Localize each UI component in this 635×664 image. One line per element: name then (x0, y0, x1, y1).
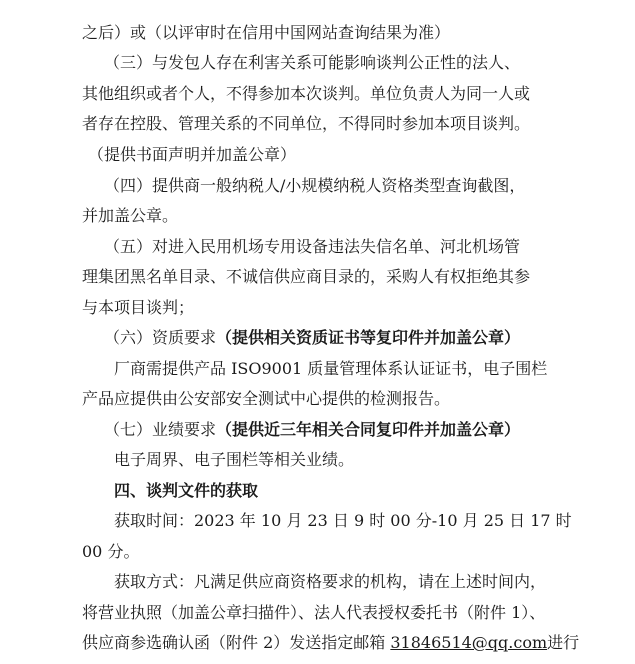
text-line (104, 419, 520, 441)
text-line: （提供书面声明并加盖公章） (88, 145, 297, 164)
text-line: 并加盖公章。 (82, 206, 179, 225)
bold-note: （提供近三年相关合同复印件并加盖公章） (216, 420, 521, 439)
text-span: 供应商参选确认函（附件 2）发送指定邮箱 (82, 633, 391, 652)
text-line: 00 分。 (82, 542, 140, 561)
section-label: （六）资质要求 (104, 328, 217, 347)
text-line: 者存在控股、管理关系的不同单位，不得同时参加本项目谈判。 (82, 114, 531, 133)
text-line: （四）提供商一般纳税人/小规模纳税人资格类型查询截图， (104, 176, 526, 195)
text-line: （五）对进入民用机场专用设备违法失信名单、河北机场管 (104, 237, 521, 256)
text-line: 将营业执照（加盖公章扫描件）、法人代表授权委托书（附件 1）、 (82, 603, 546, 622)
text-line: 与本项目谈判； (82, 298, 195, 317)
text-span: 进行 (547, 633, 580, 652)
section-label: （七）业绩要求 (104, 420, 217, 439)
text-line: 电子周界、电子围栏等相关业绩。 (114, 450, 355, 469)
bold-note: （提供相关资质证书等复印件并加盖公章） (216, 328, 521, 347)
text-line: 其他组织或者个人，不得参加本次谈判。单位负责人为同一人或 (82, 84, 531, 103)
text-line: 获取方式：凡满足供应商资格要求的机构，请在上述时间内， (114, 572, 547, 591)
text-line: 之后）或（以评审时在信用中国网站查询结果为准） (82, 23, 451, 42)
section-heading: 四、谈判文件的获取 (114, 481, 259, 500)
email-link[interactable]: 31846514@qq.com (390, 633, 548, 652)
text-line: （三）与发包人存在利害关系可能影响谈判公正性的法人、 (104, 53, 521, 72)
text-line (104, 327, 520, 349)
text-line: 产品应提供由公安部安全测试中心提供的检测报告。 (82, 389, 451, 408)
text-line (82, 632, 579, 654)
text-line: 获取时间：2023 年 10 月 23 日 9 时 00 分-10 月 25 日 17 时 (114, 511, 572, 530)
text-line: 厂商需提供产品 ISO9001 质量管理体系认证证书，电子围栏 (114, 359, 548, 378)
text-line: 理集团黑名单目录、不诚信供应商目录的，采购人有权拒绝其参 (82, 267, 531, 286)
